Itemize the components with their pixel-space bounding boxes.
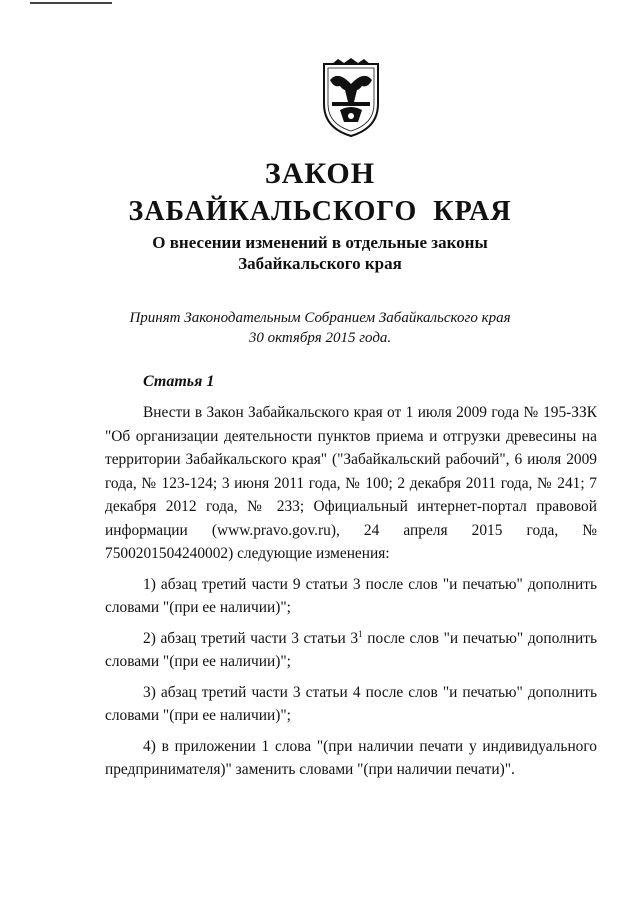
amendment-item-4: 4) в приложении 1 слова "(при наличии печати у индивидуального предпринимателя)" заменить словами "(при наличии печати)". bbox=[105, 737, 597, 778]
amendment-item-2 bbox=[105, 627, 597, 674]
law-subtitle-line-1: О внесении изменений в отдельные законы bbox=[152, 233, 488, 252]
amendment-item-2-end: после слов "и печатью" дополнить словами "(при ее наличии)"; bbox=[105, 629, 597, 670]
article-body bbox=[105, 401, 597, 782]
article-intro-paragraph: Внести в Закон Забайкальского края от 1 июля 2009 года № 195-ЗЗК "Об организации деятельности пунктов приема и отгрузки древесины на территории Забайкальского края" ("Забайкальский рабочий", 6 июля 2009 года, № 123-124; 3 июня 2011 года, № 100; 2 декабря 2011 года, № 241; 7 декабря 2012 года, № 233; Официальный интернет-портал правовой информации (www.pravo.gov.ru), 24 апреля 2015 года, № 7500201504240002) следующие изменения: bbox=[105, 404, 597, 562]
adoption-note-line-2: 30 октября 2015 года. bbox=[248, 330, 392, 346]
superscript-index: 1 bbox=[358, 628, 363, 639]
top-rule bbox=[30, 2, 112, 4]
adoption-note-line-1: Принят Законодательным Собранием Забайкальского края bbox=[129, 310, 511, 326]
amendment-item-1: 1) абзац третий части 9 статьи 3 после слов "и печатью" дополнить словами "(при ее наличии)"; bbox=[105, 575, 597, 616]
adoption-note bbox=[0, 308, 640, 348]
law-subtitle bbox=[0, 232, 640, 274]
law-region-title: ЗАБАЙКАЛЬСКОГО КРАЯ bbox=[128, 196, 512, 227]
amendment-item-2-start: 2) абзац третий части 3 статьи 3 bbox=[143, 629, 359, 647]
law-subtitle-line-2: Забайкальского края bbox=[238, 254, 402, 273]
law-title: ЗАКОН bbox=[264, 157, 376, 190]
amendment-item-3: 3) абзац третий части 3 статьи 4 после слов "и печатью" дополнить словами "(при ее наличии)"; bbox=[105, 683, 597, 724]
article-heading: Статья 1 bbox=[143, 373, 215, 390]
coat-of-arms-icon bbox=[318, 58, 384, 138]
